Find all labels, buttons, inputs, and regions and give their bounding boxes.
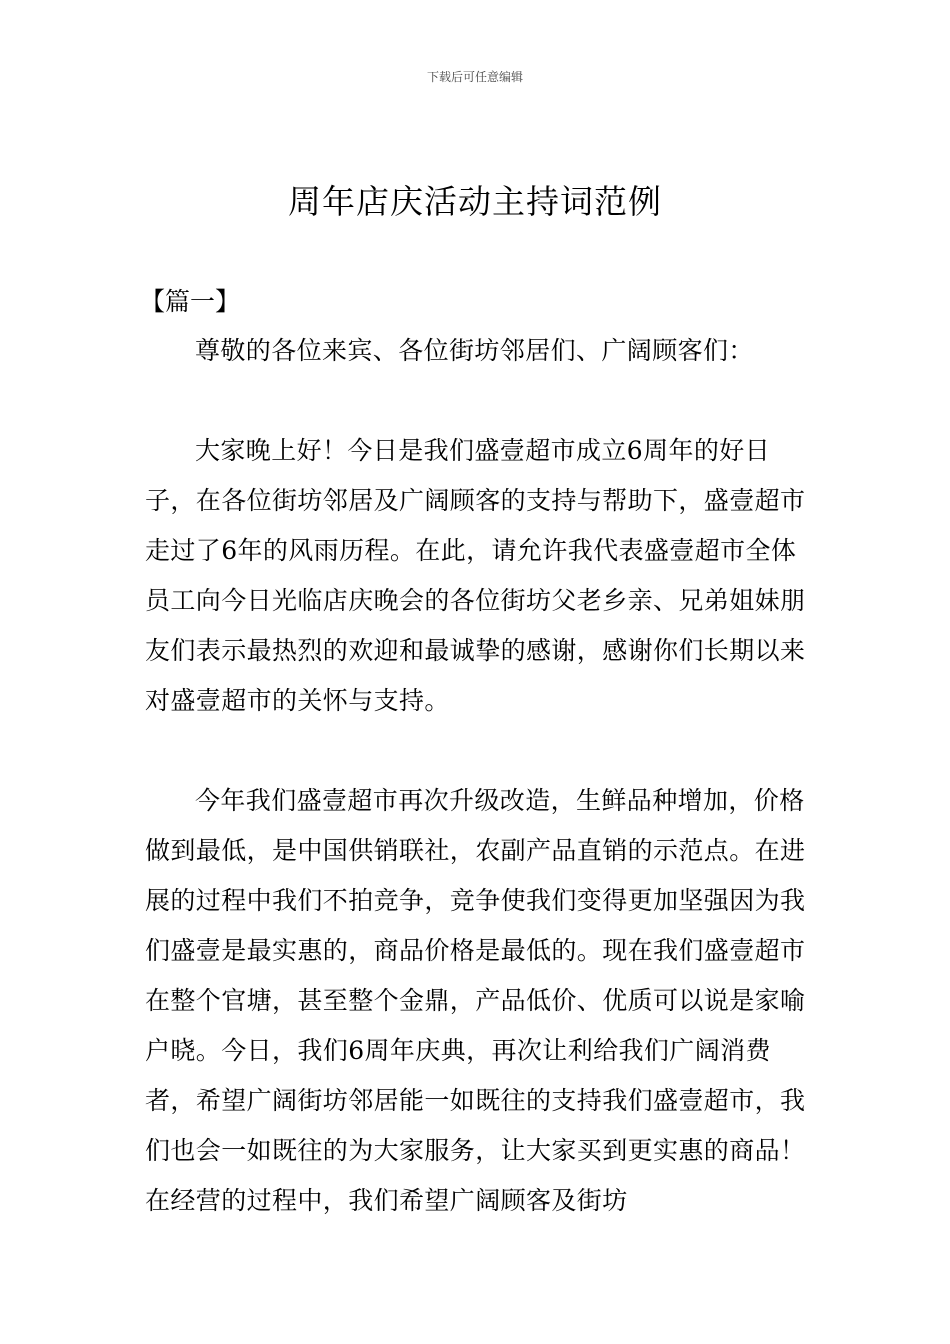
paragraph-text: 大家晚上好！今日是我们盛壹超市成立6周年的好日子，在各位街坊邻居及广阔顾客的支持与帮助下，盛壹超市走过了6年的风雨历程。在此，请允许我代表盛壹超市全体员工向今日光临店庆晚会的各位街坊父老乡亲、兄弟姐妹朋友们表示最热烈的欢迎和最诚挚的感谢，感谢你们长期以来对盛壹超市的关怀与支持。: [145, 436, 806, 715]
document-title: 周年店庆活动主持词范例: [288, 182, 662, 221]
paragraph-text: 今年我们盛壹超市再次升级改造，生鲜品种增加，价格做到最低，是中国供销联社，农副产品直销的示范点。在进展的过程中我们不拍竞争，竞争使我们变得更加坚强因为我们盛壹是最实惠的，商品价格是最低的。现在我们盛壹超市在整个官塘，甚至整个金鼎，产品低价、优质可以说是家喻户晓。今日，我们6周年庆典，再次让利给我们广阔消费者，希望广阔街坊邻居能一如既往的支持我们盛壹超市，我们也会一如既往的为大家服务，让大家买到更实惠的商品！在经营的过程中，我们希望广阔顾客及街坊: [145, 786, 806, 1215]
salutation: [145, 326, 810, 376]
salutation-text: 尊敬的各位来宾、各位街坊邻居们、广阔顾客们：: [195, 336, 754, 365]
paragraph-2: [145, 776, 810, 1226]
header-note: 下载后可任意编辑: [426, 70, 523, 84]
section-label: 【篇一】: [140, 287, 241, 316]
paragraph-1: [145, 426, 810, 726]
